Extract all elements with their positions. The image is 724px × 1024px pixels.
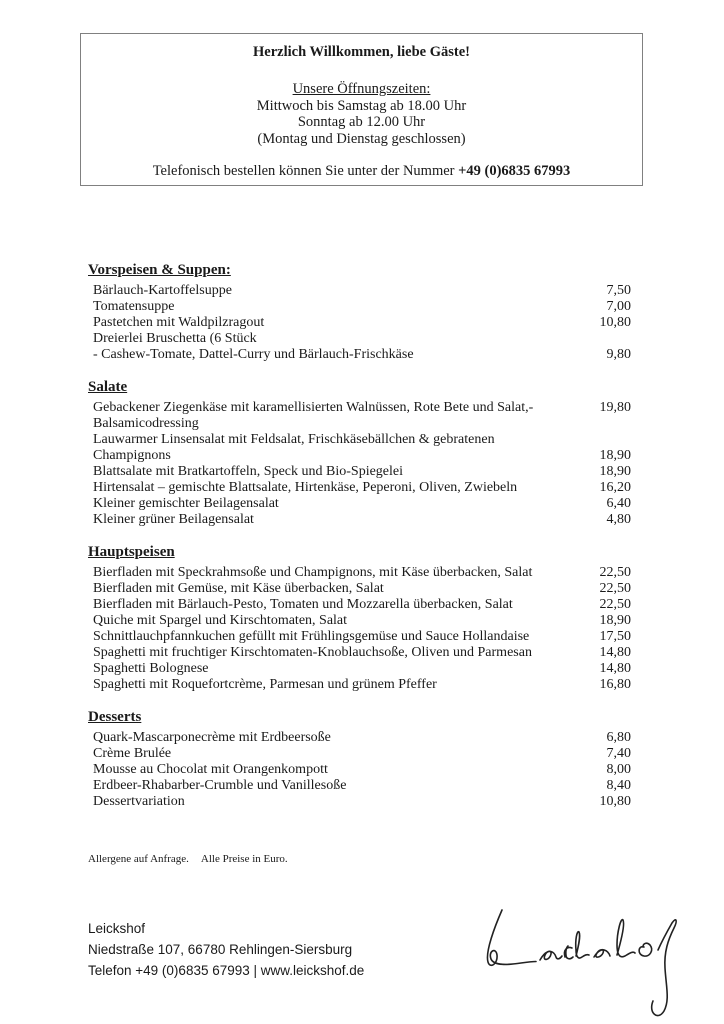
menu-item-row [88,794,631,810]
menu-item-row [88,629,631,645]
menu-item-price: 18,90 [599,613,631,628]
menu-item-row [88,299,631,315]
menu-item-price: 14,80 [599,661,631,676]
prices-note: Alle Preise in Euro. [200,853,288,865]
menu-item-name: Schnittlauchpfannkuchen gefüllt mit Frühlingsgemüse und Sauce Hollandaise [93,629,530,644]
section-title: Salate [88,379,128,395]
menu-item-name: Kleiner grüner Beilagensalat [93,512,254,527]
menu-item-name: Erdbeer-Rhabarber-Crumble und Vanillesoße [93,778,347,793]
menu-item-name: Bierfladen mit Bärlauch-Pesto, Tomaten und Mozzarella überbacken, Salat [93,597,513,612]
menu-item-name: Spaghetti Bolognese [93,661,209,676]
menu-item-row [88,677,631,693]
menu-item-row [88,565,631,581]
welcome-box [80,33,643,186]
menu-item-row [88,581,631,597]
menu-item-name: Tomatensuppe [93,299,175,314]
menu-item-price: 6,40 [606,496,631,511]
menu-item-price: 10,80 [599,315,631,330]
menu-item-row [88,283,631,299]
menu-item-price: 4,80 [606,512,631,527]
opening-hours-line: (Montag und Dienstag geschlossen) [257,130,466,147]
menu-item-name: - Cashew-Tomate, Dattel-Curry und Bärlauch-Frischkäse [93,347,414,362]
menu-body [88,262,631,810]
section-salate [88,379,631,528]
restaurant-name: Leickshof [88,921,146,936]
menu-item-price: 8,00 [606,762,631,777]
menu-item-row [88,432,631,448]
menu-item-price: 18,90 [599,464,631,479]
menu-item-name: Quark-Mascarponecrème mit Erdbeersoße [93,730,331,745]
menu-item-price: 17,50 [599,629,631,644]
menu-item-price: 7,50 [606,283,631,298]
menu-item-row [88,613,631,629]
menu-item-name: Dreierlei Bruschetta (6 Stück [93,331,257,346]
footer-contact-block [88,918,364,981]
menu-item-name: Pastetchen mit Waldpilzragout [93,315,265,330]
menu-item-name: Mousse au Chocolat mit Orangenkompott [93,762,328,777]
signature-leickshof-image [468,884,718,1024]
section-hauptspeisen [88,544,631,693]
menu-item-price: 19,80 [599,400,631,415]
menu-item-price: 18,90 [599,448,631,463]
opening-hours-line: Sonntag ab 12.00 Uhr [297,114,426,130]
phone-order-line [81,163,642,180]
menu-item-name: Balsamicodressing [93,416,199,431]
menu-item-row [88,400,631,416]
phone-order-text: Telefonisch bestellen können Sie unter der Nummer [152,163,459,179]
allergens-note: Allergene auf Anfrage. [88,853,189,865]
menu-item-price: 10,80 [599,794,631,809]
menu-item-row [88,778,631,794]
restaurant-address: Niedstraße 107, 66780 Rehlingen-Siersburg [88,942,353,957]
menu-item-name: Kleiner gemischter Beilagensalat [93,496,279,511]
menu-item-price: 22,50 [599,597,631,612]
menu-item-row [88,496,631,512]
menu-item-name: Spaghetti mit fruchtiger Kirschtomaten-Knoblauchsoße, Oliven und Parmesan [93,645,532,660]
menu-item-price: 7,00 [606,299,631,314]
menu-item-name: Dessertvariation [93,794,185,809]
menu-item-name: Blattsalate mit Bratkartoffeln, Speck und Bio-Spiegelei [93,464,404,479]
menu-item-row [88,661,631,677]
menu-item-name: Lauwarmer Linsensalat mit Feldsalat, Frischkäsebällchen & gebratenen [93,432,495,447]
menu-item-row [88,416,631,432]
menu-item-price: 16,20 [599,480,631,495]
menu-item-row [88,331,631,347]
menu-item-name: Bärlauch-Kartoffelsuppe [93,283,232,298]
menu-item-price: 9,80 [606,347,631,362]
menu-item-name: Spaghetti mit Roquefortcrème, Parmesan und grünem Pfeffer [93,677,437,692]
menu-item-price: 8,40 [606,778,631,793]
menu-item-row [88,464,631,480]
menu-item-row [88,512,631,528]
phone-number: +49 (0)6835 67993 [458,163,571,179]
restaurant-phone-web: Telefon +49 (0)6835 67993 | www.leickshof.de [88,963,365,978]
menu-item-price: 7,40 [606,746,631,761]
section-vorspeisen-suppen [88,262,631,363]
menu-item-price: 22,50 [599,581,631,596]
signature-strokes [487,910,676,1016]
menu-item-name: Bierfladen mit Speckrahmsoße und Champignons, mit Käse überbacken, Salat [93,565,533,580]
menu-item-name: Gebackener Ziegenkäse mit karamellisierten Walnüssen, Rote Bete und Salat,- [93,400,534,415]
section-desserts [88,709,631,810]
menu-item-price: 14,80 [599,645,631,660]
section-title: Vorspeisen & Suppen: [88,262,231,278]
menu-item-name: Quiche mit Spargel und Kirschtomaten, Salat [93,613,348,628]
opening-hours-line: Mittwoch bis Samstag ab 18.00 Uhr [256,97,467,114]
footnote [88,852,288,866]
menu-item-row [88,730,631,746]
opening-hours-heading: Unsere Öffnungszeiten: [292,81,431,97]
menu-item-price: 22,50 [599,565,631,580]
menu-item-row [88,448,631,464]
section-title: Hauptspeisen [88,544,175,560]
menu-item-price: 6,80 [606,730,631,745]
menu-item-name: Champignons [93,448,171,463]
menu-item-row [88,762,631,778]
section-title: Desserts [88,709,142,725]
menu-item-row [88,645,631,661]
menu-item-name: Crème Brulée [93,746,172,761]
menu-item-row [88,315,631,331]
menu-item-price: 16,80 [599,677,631,692]
menu-item-row [88,347,631,363]
menu-item-row [88,480,631,496]
menu-item-row [88,746,631,762]
menu-item-name: Hirtensalat – gemischte Blattsalate, Hirtenkäse, Peperoni, Oliven, Zwiebeln [93,480,518,495]
menu-item-row [88,597,631,613]
menu-item-name: Bierfladen mit Gemüse, mit Käse überbacken, Salat [93,581,384,596]
welcome-title: Herzlich Willkommen, liebe Gäste! [253,44,470,60]
